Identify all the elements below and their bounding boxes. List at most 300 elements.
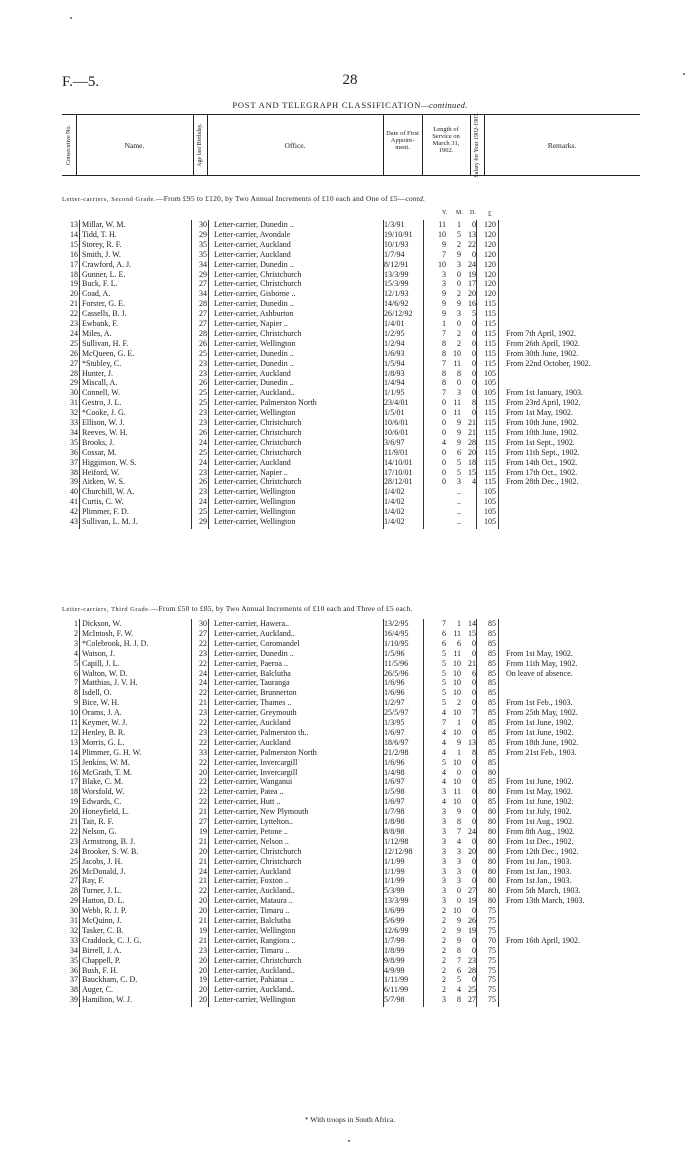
cell-name: Miles, A. <box>82 328 112 338</box>
table-row <box>62 787 640 797</box>
cell-office: Letter-carrier, Dunedin .. <box>214 378 294 388</box>
cell-y: 5 <box>442 648 446 658</box>
cell-y: 7 <box>442 358 446 368</box>
cell-remarks: From 1st June, 1902. <box>506 718 574 727</box>
cell-d: 0 <box>472 866 476 876</box>
cell-d: 0 <box>472 648 476 658</box>
cell-d: 0 <box>472 767 476 777</box>
table-row <box>62 768 640 778</box>
cell-no: 3 <box>74 638 78 648</box>
cell-d: 7 <box>472 708 476 718</box>
cell-y: 0 <box>442 398 446 408</box>
cell-d: 17 <box>468 279 476 289</box>
cell-age: 25 <box>199 348 207 358</box>
cell-age: 20 <box>199 767 207 777</box>
cell-date: 11/9/01 <box>384 447 409 457</box>
cell-date: 1/4/02 <box>384 487 405 497</box>
cell-office: Letter-carrier, Wanganui <box>214 777 293 787</box>
cell-d: 20 <box>468 289 476 299</box>
cell-m: 6 <box>457 965 461 975</box>
cell-name: Reeves, W. H. <box>82 427 128 437</box>
cell-d: 0 <box>472 817 476 826</box>
cell-m: 9 <box>457 418 461 427</box>
cell-d: 21 <box>468 658 476 668</box>
cell-office: Letter-carrier, Paeroa .. <box>214 658 288 668</box>
cell-age: 23 <box>199 945 207 955</box>
cell-d: 28 <box>468 437 476 447</box>
cell-office: Letter-carrier, Invercargill <box>214 767 298 777</box>
cell-d: 19 <box>468 925 476 935</box>
cell-remarks: From 1st June, 1902. <box>506 777 574 787</box>
cell-office: Letter-carrier, Timaru .. <box>214 945 290 955</box>
cell-office: Letter-carrier, Christchurch <box>214 418 302 427</box>
cell-d: 0 <box>472 945 476 955</box>
cell-date: 6/11/99 <box>384 985 409 995</box>
col-remarks-label: Remarks. <box>547 141 577 150</box>
cell-no: 26 <box>70 348 78 358</box>
cell-salary: 115 <box>484 437 496 447</box>
cell-age: 22 <box>199 886 207 896</box>
cell-date: 1/6/97 <box>384 777 405 787</box>
cell-m: 2 <box>457 328 461 338</box>
cell-m: 10 <box>453 727 461 737</box>
cell-office: Letter-carrier, Gisborne .. <box>214 289 296 299</box>
cell-salary: 120 <box>484 229 496 239</box>
cell-office: Letter-carrier, Dunedin .. <box>214 259 294 269</box>
cell-age: 22 <box>199 797 207 807</box>
cell-salary: 115 <box>484 418 496 427</box>
cell-salary: 85 <box>488 747 496 757</box>
cell-remarks: From 1st Dec., 1902. <box>506 836 574 846</box>
cell-office: Letter-carrier, Christchurch <box>214 477 302 487</box>
cell-salary: 115 <box>484 398 496 408</box>
cell-y: 2 <box>442 925 446 935</box>
cell-y: 3 <box>442 856 446 866</box>
cell-no: 20 <box>70 289 78 299</box>
cell-name: Matthias, J. V. H. <box>82 678 138 688</box>
cell-no: 33 <box>70 418 78 427</box>
cell-salary: 115 <box>484 328 496 338</box>
col-remarks <box>484 115 640 175</box>
cell-d: 0 <box>472 787 476 797</box>
cell-date: 10/1/93 <box>384 239 409 249</box>
col-age-label: Age last Birthday. <box>196 123 203 167</box>
cell-date: 15/3/99 <box>384 279 409 289</box>
cell-date: 1/1/95 <box>384 388 405 398</box>
cell-no: 39 <box>70 477 78 487</box>
cell-m: 11 <box>453 398 461 408</box>
cell-name: Storey, R. F. <box>82 239 122 249</box>
table-row <box>62 926 640 936</box>
cell-salary: 120 <box>484 259 496 269</box>
cell-age: 34 <box>199 259 207 269</box>
cell-office: Letter-carrier, Palmerston North <box>214 747 317 757</box>
cell-date: 26/5/96 <box>384 668 409 678</box>
cell-salary: 115 <box>484 467 496 477</box>
cell-d: 0 <box>472 638 476 648</box>
cell-m: 9 <box>457 249 461 259</box>
cell-y: 3 <box>442 817 446 826</box>
cell-date: 1/4/02 <box>384 517 405 526</box>
table-row <box>62 230 640 240</box>
cell-age: 35 <box>199 239 207 249</box>
cell-date: 12/12/98 <box>384 846 413 856</box>
cell-m: 9 <box>457 437 461 447</box>
cell-no: 32 <box>70 925 78 935</box>
cell-salary: 75 <box>488 965 496 975</box>
cell-d: 8 <box>472 747 476 757</box>
cell-salary: 115 <box>484 477 496 487</box>
cell-m: 0 <box>457 319 461 328</box>
cell-office: Letter-carrier, Ashburton <box>214 309 294 319</box>
cell-age: 21 <box>199 836 207 846</box>
cell-date: 13/3/99 <box>384 896 409 906</box>
cell-date: 1/6/96 <box>384 688 405 698</box>
cell-d: 0 <box>472 348 476 358</box>
cell-salary: 115 <box>484 319 496 328</box>
cell-date: 1/4/01 <box>384 319 405 328</box>
cell-office: Letter-carrier, Mataura .. <box>214 896 293 906</box>
cell-m: 0 <box>457 378 461 388</box>
cell-name: Ellison, W. J. <box>82 418 125 427</box>
cell-no: 29 <box>70 896 78 906</box>
cell-salary: 120 <box>484 220 496 229</box>
table-row <box>62 975 640 985</box>
cell-salary: 85 <box>488 628 496 638</box>
page-number: 28 <box>342 72 358 88</box>
cell-date: 1/11/99 <box>384 975 409 985</box>
table-row <box>62 458 640 468</box>
cell-m: 10 <box>453 777 461 787</box>
cell-date: 3/6/97 <box>384 437 405 447</box>
cell-age: 26 <box>199 477 207 487</box>
cell-salary: 120 <box>484 249 496 259</box>
cell-no: 10 <box>70 708 78 718</box>
cell-y: 3 <box>442 876 446 886</box>
cell-age: 21 <box>199 876 207 886</box>
cell-salary: 120 <box>484 239 496 249</box>
cell-name: Craddock, C. J. G. <box>82 935 142 945</box>
cell-salary: 115 <box>484 299 496 309</box>
cell-date: 1/6/97 <box>384 797 405 807</box>
cell-no: 13 <box>70 220 78 229</box>
cell-d: 23 <box>468 955 476 965</box>
cell-no: 6 <box>74 668 78 678</box>
cell-m: 3 <box>457 477 461 487</box>
cell-age: 26 <box>199 378 207 388</box>
table-row <box>62 946 640 956</box>
cell-office: Letter-carrier, Timaru .. <box>214 906 290 916</box>
cell-remarks: On leave of absence. <box>506 668 573 678</box>
table-row <box>62 738 640 748</box>
cell-m: 0 <box>457 269 461 279</box>
cell-salary: 75 <box>488 955 496 965</box>
cell-y: 2 <box>442 965 446 975</box>
cell-age: 27 <box>199 319 207 328</box>
cell-date: 28/12/01 <box>384 477 413 487</box>
cell-office: Letter-carrier, Foxton .. <box>214 876 289 886</box>
cell-m: 2 <box>457 338 461 348</box>
cell-y: 3 <box>442 807 446 817</box>
cell-m: 8 <box>457 945 461 955</box>
cell-salary: 85 <box>488 718 496 727</box>
cell-m: 10 <box>453 797 461 807</box>
cell-date: 1/6/99 <box>384 906 405 916</box>
cell-remarks: From 12th Dec., 1902. <box>506 846 579 856</box>
cell-name: Plimmer, G. H. W. <box>82 747 142 757</box>
cell-date: 1/8/99 <box>384 945 405 955</box>
cell-office: Letter-carrier, Thames .. <box>214 698 292 708</box>
cell-m: 2 <box>457 698 461 708</box>
cell-date: 8/8/98 <box>384 826 405 836</box>
cell-no: 24 <box>70 328 78 338</box>
section1-title <box>62 194 425 203</box>
cell-age: 25 <box>199 507 207 517</box>
table-row <box>62 669 640 679</box>
cell-name: Isdell, O. <box>82 688 112 698</box>
cell-name: Walton, W. D. <box>82 668 128 678</box>
cell-d: 22 <box>468 239 476 249</box>
cell-no: 19 <box>70 797 78 807</box>
cell-no: 21 <box>70 817 78 826</box>
cell-name: McDonald, J. <box>82 866 126 876</box>
cell-no: 18 <box>70 787 78 797</box>
cell-m: 9 <box>457 299 461 309</box>
section2-title-caps: Letter-carriers, Third Grade. <box>62 606 151 613</box>
table-row <box>62 319 640 329</box>
cell-d: 0 <box>472 319 476 328</box>
cell-y: 2 <box>442 906 446 916</box>
cell-no: 17 <box>70 259 78 269</box>
cell-d: 18 <box>468 457 476 467</box>
cell-office: Letter-carrier, Wellington <box>214 925 296 935</box>
cell-d: 20 <box>468 846 476 856</box>
table-row <box>62 619 640 629</box>
cell-m: 3 <box>457 866 461 876</box>
cell-office: Letter-carrier, Lyttelton.. <box>214 817 294 826</box>
cell-y: 4 <box>442 708 446 718</box>
cell-y: 9 <box>442 309 446 319</box>
table-row <box>62 936 640 946</box>
col-consecutive-no <box>62 115 77 175</box>
cell-m: 10 <box>453 688 461 698</box>
table-row <box>62 995 640 1005</box>
table-row <box>62 847 640 857</box>
cell-salary: 75 <box>488 916 496 925</box>
cell-salary: 85 <box>488 658 496 668</box>
col-length-service <box>422 115 471 175</box>
cell-d: 21 <box>468 427 476 437</box>
cell-y: 5 <box>442 658 446 668</box>
cell-office: Letter-carrier, New Plymouth <box>214 807 309 817</box>
cell-remarks: From 11th Sept., 1902. <box>506 447 580 457</box>
cell-salary: 105 <box>484 497 496 507</box>
cell-name: Henley, B. R. <box>82 727 126 737</box>
cell-age: 27 <box>199 309 207 319</box>
cell-date: 1/4/98 <box>384 767 405 777</box>
cell-no: 11 <box>70 718 78 727</box>
cell-name: Buck, F. L. <box>82 279 118 289</box>
cell-y: 6 <box>442 628 446 638</box>
cell-remarks: From 1st Jan., 1903. <box>506 866 572 876</box>
table-row <box>62 279 640 289</box>
table-row <box>62 477 640 487</box>
cell-salary: 105 <box>484 507 496 517</box>
cell-name: Hamilton, W. J. <box>82 995 133 1005</box>
cell-office: Letter-carrier, Tauranga <box>214 678 290 688</box>
cell-age: 27 <box>199 279 207 289</box>
table-row <box>62 378 640 388</box>
cell-no: 42 <box>70 507 78 517</box>
cell-age: 27 <box>199 817 207 826</box>
cell-office: Letter-carrier, Greymouth <box>214 708 297 718</box>
cell-no: 38 <box>70 467 78 477</box>
table-row <box>62 289 640 299</box>
cell-age: 23 <box>199 727 207 737</box>
cell-m: 0 <box>457 279 461 289</box>
cell-office: Letter-carrier, Auckland <box>214 239 291 249</box>
cell-name: *Cooke, J. G. <box>82 408 126 418</box>
cell-no: 28 <box>70 886 78 896</box>
cell-name: Tait, R. F. <box>82 817 114 826</box>
cell-date: 10/6/01 <box>384 418 409 427</box>
cell-salary: 120 <box>484 279 496 289</box>
cell-remarks: From 1st May, 1902. <box>506 648 573 658</box>
cell-age: 33 <box>199 747 207 757</box>
scan-mark <box>348 1140 350 1142</box>
cell-date: 14/10/01 <box>384 457 413 467</box>
cell-y: 3 <box>442 866 446 876</box>
cell-m: 10 <box>453 678 461 688</box>
cell-m: 9 <box>457 427 461 437</box>
cell-no: 15 <box>70 239 78 249</box>
cell-m: 2 <box>457 289 461 299</box>
table-row <box>62 857 640 867</box>
cell-salary: 80 <box>488 866 496 876</box>
cell-remarks: From 1st January, 1903. <box>506 388 584 398</box>
cell-office: Letter-carrier, Christchurch <box>214 846 302 856</box>
cell-salary: 85 <box>488 737 496 747</box>
table-row <box>62 956 640 966</box>
cell-no: 27 <box>70 358 78 368</box>
cell-y: 7 <box>442 718 446 727</box>
cell-date: 1/3/91 <box>384 220 405 229</box>
cell-date: 19/10/91 <box>384 229 413 239</box>
cell-name: Heiford, W. <box>82 467 120 477</box>
cell-age: 22 <box>199 688 207 698</box>
cell-salary: 80 <box>488 856 496 866</box>
cell-office: Letter-carrier, Patea .. <box>214 787 284 797</box>
cell-office: Letter-carrier, Christchurch <box>214 328 302 338</box>
cell-office: Letter-carrier, Auckland.. <box>214 886 295 896</box>
cell-office: Letter-carrier, Palmerston th.. <box>214 727 309 737</box>
cell-office: Letter-carrier, Hawera.. <box>214 619 290 628</box>
section1-table <box>62 220 640 540</box>
table-row <box>62 260 640 270</box>
cell-age: 24 <box>199 668 207 678</box>
ymd-pound: £ <box>488 210 492 218</box>
cell-no: 33 <box>70 935 78 945</box>
cell-no: 23 <box>70 836 78 846</box>
cell-name: Hunter, J. <box>82 368 114 378</box>
cell-m: .. <box>457 487 461 497</box>
cell-d: 27 <box>468 886 476 896</box>
cell-name: Forster, G. E. <box>82 299 126 309</box>
cell-y: 1 <box>442 319 446 328</box>
cell-no: 8 <box>74 688 78 698</box>
cell-no: 35 <box>70 955 78 965</box>
cell-name: Churchill, W. A. <box>82 487 135 497</box>
table-row <box>62 659 640 669</box>
cell-office: Letter-carrier, Christchurch <box>214 427 302 437</box>
cell-no: 41 <box>70 497 78 507</box>
cell-office: Letter-carrier, Dunedin .. <box>214 648 294 658</box>
cell-remarks: From 26th April, 1902. <box>506 338 581 348</box>
cell-d: 19 <box>468 896 476 906</box>
cell-age: 20 <box>199 846 207 856</box>
col-name <box>76 115 194 175</box>
cell-name: Connell, W. <box>82 388 121 398</box>
cell-no: 9 <box>74 698 78 708</box>
cell-date: 1/5/98 <box>384 787 405 797</box>
cell-d: 8 <box>472 398 476 408</box>
cell-y: 0 <box>442 477 446 487</box>
cell-y: 4 <box>442 797 446 807</box>
cell-d: 15 <box>468 467 476 477</box>
cell-no: 34 <box>70 945 78 955</box>
cell-age: 27 <box>199 628 207 638</box>
cell-y: 9 <box>442 299 446 309</box>
table-row <box>62 497 640 507</box>
cell-y: 5 <box>442 757 446 767</box>
cell-d: 14 <box>468 619 476 628</box>
cell-office: Letter-carrier, Dunedin .. <box>214 348 294 358</box>
cell-office: Letter-carrier, Wellington <box>214 517 296 526</box>
cell-salary: 85 <box>488 708 496 718</box>
cell-date: 9/8/99 <box>384 955 405 965</box>
cell-age: 21 <box>199 807 207 817</box>
cell-m: 11 <box>453 628 461 638</box>
cell-office: Letter-carrier, Avondale <box>214 229 291 239</box>
cell-salary: 70 <box>488 935 496 945</box>
cell-office: Letter-carrier, Auckland <box>214 718 291 727</box>
cell-remarks: From 13th March, 1903. <box>506 896 585 906</box>
classification-title-text: POST AND TELEGRAPH CLASSIFICATION <box>232 100 422 110</box>
table-row <box>62 418 640 428</box>
cell-age: 21 <box>199 698 207 708</box>
cell-d: 19 <box>468 269 476 279</box>
cell-y: 3 <box>442 279 446 289</box>
cell-y: 4 <box>442 767 446 777</box>
cell-age: 21 <box>199 935 207 945</box>
cell-remarks: From 23rd April, 1902. <box>506 398 581 408</box>
cell-d: 5 <box>472 309 476 319</box>
cell-age: 22 <box>199 638 207 648</box>
table-row <box>62 270 640 280</box>
cell-office: Letter-carrier, Balclutha <box>214 668 291 678</box>
cell-no: 30 <box>70 388 78 398</box>
ymd-y: Y. <box>442 210 448 216</box>
cell-salary: 75 <box>488 945 496 955</box>
cell-date: 5/7/98 <box>384 995 405 1005</box>
cell-age: 29 <box>199 229 207 239</box>
cell-y: 0 <box>442 408 446 418</box>
section1-title-rest: —From £95 to £120, by Two Annual Increments of £10 each and One of £5— <box>156 194 406 203</box>
cell-no: 24 <box>70 846 78 856</box>
cell-age: 22 <box>199 718 207 727</box>
cell-date: 16/4/95 <box>384 628 409 638</box>
cell-salary: 75 <box>488 985 496 995</box>
